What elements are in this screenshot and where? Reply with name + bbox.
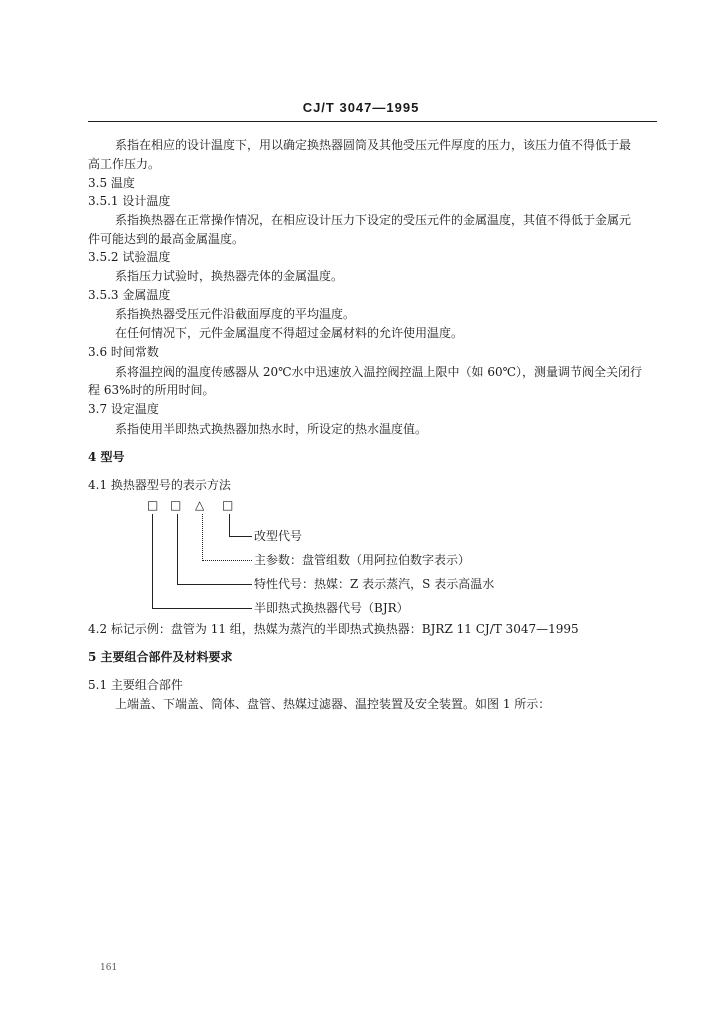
body-line: 系指使用半即热式换热器加热水时，所设定的热水温度值。 bbox=[115, 422, 428, 436]
diagram-label: 半即热式换热器代号（BJR） bbox=[254, 601, 409, 615]
section-heading: 3.5.2 试验温度 bbox=[88, 250, 171, 264]
body-line: 件可能达到的最高金属温度。 bbox=[88, 232, 245, 246]
diagram-symbol: □ bbox=[170, 498, 182, 512]
header-rule bbox=[88, 121, 657, 122]
body-line: 系指压力试验时，换热器壳体的金属温度。 bbox=[115, 269, 344, 283]
section-heading: 5.1 主要组合部件 bbox=[88, 678, 183, 692]
page-header: CJ/T 3047—1995 bbox=[302, 100, 420, 115]
section-heading: 4.2 标记示例：盘管为 11 组，热媒为蒸汽的半即热式换热器：BJRZ 11 CJ/T 3047—1995 bbox=[88, 622, 579, 636]
leader-line bbox=[152, 514, 252, 609]
body-line: 系将温控阀的温度传感器从 20℃水中迅速放入温控阀控温上限中（如 60℃），测量调节阀全关闭行 bbox=[115, 365, 643, 379]
body-line: 在任何情况下，元件金属温度不得超过金属材料的允许使用温度。 bbox=[115, 326, 464, 340]
diagram-label: 特性代号：热媒：Z 表示蒸汽，S 表示高温水 bbox=[254, 577, 495, 591]
section-heading: 3.6 时间常数 bbox=[88, 345, 159, 359]
body-line: 系指换热器受压元件沿截面厚度的平均温度。 bbox=[115, 307, 356, 321]
body-line: 系指在相应的设计温度下，用以确定换热器圆筒及其他受压元件厚度的压力，该压力值不得低于最 bbox=[115, 138, 632, 152]
section-heading: 3.5 温度 bbox=[88, 176, 135, 190]
section-heading: 4.1 换热器型号的表示方法 bbox=[88, 478, 231, 492]
chapter-heading: 5 主要组合部件及材料要求 bbox=[88, 650, 233, 664]
body-line: 高工作压力。 bbox=[88, 157, 161, 171]
body-line: 程 63%时的所用时间。 bbox=[88, 383, 215, 397]
section-heading: 3.5.3 金属温度 bbox=[88, 288, 171, 302]
page-number: 161 bbox=[100, 963, 118, 973]
diagram-symbol: □ bbox=[222, 498, 234, 512]
section-heading: 3.5.1 设计温度 bbox=[88, 194, 171, 208]
chapter-heading: 4 型号 bbox=[88, 450, 125, 464]
body-line: 系指换热器在正常操作情况，在相应设计压力下设定的受压元件的金属温度，其值不得低于金属元 bbox=[115, 213, 632, 227]
diagram-symbol: □ bbox=[147, 498, 159, 512]
section-heading: 3.7 设定温度 bbox=[88, 402, 159, 416]
body-line: 上端盖、下端盖、筒体、盘管、热媒过滤器、温控装置及安全装置。如图 1 所示： bbox=[115, 697, 551, 711]
diagram-label: 主参数：盘管组数（用阿拉伯数字表示） bbox=[254, 553, 471, 567]
diagram-symbol: △ bbox=[195, 498, 205, 512]
diagram-label: 改型代号 bbox=[254, 529, 303, 543]
